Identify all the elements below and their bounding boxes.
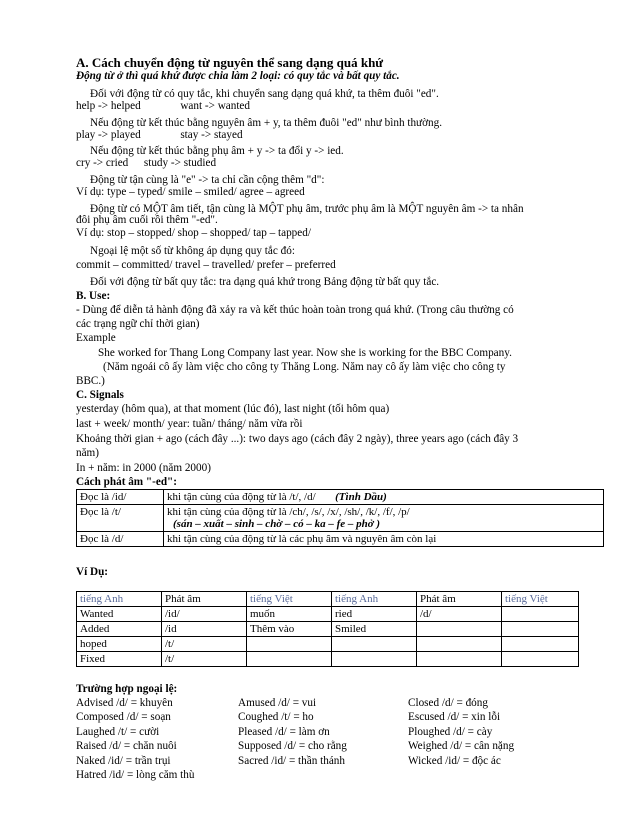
example-vietnamese-1: (Năm ngoái cô ấy làm việc cho công ty Thăng Long. Năm nay cô ấy làm việc cho công ty: [103, 361, 506, 373]
list-item: Raised /d/ = chăn nuôi: [76, 740, 177, 753]
rule-regular: Đối với động từ có quy tắc, khi chuyển sang dạng quá khứ, ta thêm đuôi "ed".: [90, 88, 439, 100]
exceptions-column-1: [76, 696, 194, 782]
cell-pronunciation: [417, 622, 502, 637]
example-help: help -> helped: [76, 100, 141, 112]
exceptions-column-2: [238, 696, 347, 768]
examples-title: Ví Dụ:: [76, 566, 109, 578]
example-play: play -> played: [76, 129, 141, 141]
cell-vietnamese: [247, 652, 332, 667]
list-item: Wicked /id/ = độc ác: [408, 754, 501, 767]
table-row: [77, 532, 604, 547]
rule-vowel-y: Nếu động từ kết thúc bằng nguyên âm + y, ta thêm đuôi "ed" như bình thường.: [90, 117, 443, 129]
rule-irregular: Đối với động từ bất quy tắc: tra dạng quá khứ trong Bảng động từ bất quy tắc.: [90, 276, 440, 288]
example-stay: stay -> stayed: [180, 129, 243, 141]
list-item: Advised /d/ = khuyên: [76, 697, 173, 709]
table-row: [77, 490, 604, 505]
cell-vietnamese: [502, 607, 579, 622]
rule-consonant-y: Nếu động từ kết thúc bằng phụ âm + y -> ta đổi y -> ied.: [90, 145, 344, 157]
rule-double-consonant-2: đôi phụ âm cuối rồi thêm "-ed".: [76, 214, 218, 226]
header-vietnamese: tiếng Việt: [247, 592, 332, 607]
cell-pronunciation: /d/: [417, 607, 502, 622]
pronunciation-mnemonic: (sán – xuất – sinh – chờ – có – ka – fe – phở ): [173, 518, 381, 530]
section-a-title: A. Cách chuyển động từ nguyên thể sang dạng quá khứ: [76, 55, 384, 70]
cell-english: Smiled: [332, 622, 417, 637]
signal-line-2: last + week/ month/ year: tuần/ tháng/ năm vừa rồi: [76, 418, 303, 430]
examples-table: [76, 591, 579, 667]
list-item: Composed /d/ = soạn: [76, 711, 171, 724]
exception-note: Ngoại lệ một số từ không áp dụng quy tắc đó:: [90, 245, 295, 257]
list-item: Coughed /t/ = ho: [238, 711, 314, 724]
signal-line-5: In + năm: in 2000 (năm 2000): [76, 462, 211, 474]
example-want: want -> wanted: [180, 100, 250, 112]
pronunciation-table: [76, 489, 604, 547]
cell-english: Wanted: [77, 607, 162, 622]
list-item: Sacred /id/ = thần thánh: [238, 754, 345, 767]
list-item: Hatred /id/ = lòng căm thù: [76, 768, 195, 781]
list-item: Laughed /t/ = cười: [76, 725, 160, 738]
table-row: [77, 622, 579, 637]
example-cry: cry -> cried: [76, 157, 129, 169]
example-english: She worked for Thang Long Company last year. Now she is working for the BBC Company.: [98, 347, 512, 359]
table-row: [77, 652, 579, 667]
pronunciation-label: Đọc là /d/: [77, 532, 164, 547]
list-item: Supposed /d/ = cho rằng: [238, 740, 347, 753]
cell-vietnamese: muốn: [247, 607, 332, 622]
pronunciation-label: Đọc là /t/: [77, 505, 164, 532]
cell-english: [332, 652, 417, 667]
cell-vietnamese: [502, 622, 579, 637]
section-c-title: C. Signals: [76, 389, 124, 401]
header-pronunciation: Phát âm: [417, 592, 502, 607]
list-item: Escused /d/ = xin lỗi: [408, 711, 501, 724]
cell-vietnamese: Thêm vào: [247, 622, 332, 637]
cell-pronunciation: [417, 637, 502, 652]
exceptions-column-3: [408, 696, 514, 768]
list-item: Amused /d/ = vui: [238, 697, 317, 709]
exceptions-title: Trường hợp ngoại lệ:: [76, 683, 178, 695]
signal-line-4: năm): [76, 447, 99, 459]
table-row: [77, 637, 579, 652]
pronunciation-title: Cách phát âm "-ed":: [76, 476, 177, 488]
list-item: Ploughed /d/ = cày: [408, 725, 493, 738]
section-b-title: B. Use:: [76, 290, 111, 302]
cell-pronunciation: /id/: [162, 607, 247, 622]
example-label: Example: [76, 332, 116, 344]
rule-ending-e-examples: Ví dụ: type – typed/ smile – smiled/ agree – agreed: [76, 186, 305, 198]
pronunciation-rule: khi tận cùng của động từ là các phụ âm và nguyên âm còn lại: [164, 532, 604, 547]
list-item: Naked /id/ = trần trụi: [76, 754, 171, 767]
pronunciation-rule: [164, 505, 604, 532]
cell-pronunciation: [417, 652, 502, 667]
rule-consonant-y-examples: [76, 157, 216, 170]
cell-vietnamese: [502, 637, 579, 652]
use-line-1: - Dùng để diễn tả hành động đã xảy ra và kết thúc hoàn toàn trong quá khứ. (Trong câu thường có: [76, 304, 514, 316]
cell-english: Added: [77, 622, 162, 637]
rule-double-consonant-examples: Ví dụ: stop – stopped/ shop – shopped/ tap – tapped/: [76, 227, 311, 239]
table-row: [77, 607, 579, 622]
table-header-row: [77, 592, 579, 607]
list-item: Closed /d/ = đóng: [408, 697, 488, 709]
list-item: Weighed /d/ = cân nặng: [408, 740, 515, 753]
cell-vietnamese: [502, 652, 579, 667]
cell-pronunciation: /id: [162, 622, 247, 637]
signal-line-3: Khoảng thời gian + ago (cách đây ...): two days ago (cách đây 2 ngày), three years ago (cách đây 3: [76, 433, 519, 445]
header-english: tiếng Anh: [77, 592, 162, 607]
cell-pronunciation: /t/: [162, 652, 247, 667]
pronunciation-mnemonic: (Tình Dầu): [335, 491, 387, 503]
rule-ending-e: Động từ tận cùng là "e" -> ta chỉ cần cộng thêm "d":: [90, 174, 325, 186]
cell-pronunciation: /t/: [162, 637, 247, 652]
table-row: [77, 505, 604, 532]
pronunciation-rule: [164, 490, 604, 505]
header-english: tiếng Anh: [332, 592, 417, 607]
section-a-subtitle: Động từ ở thì quá khứ được chia làm 2 loại: có quy tắc và bất quy tắc.: [76, 70, 400, 82]
rule-double-consonant-1: Động từ có MỘT âm tiết, tận cùng là MỘT phụ âm, trước phụ âm là MỘT nguyên âm -> ta nhân: [90, 203, 524, 215]
example-study: study -> studied: [143, 157, 217, 169]
signal-line-1: yesterday (hôm qua), at that moment (lúc đó), last night (tối hôm qua): [76, 403, 390, 415]
header-pronunciation: Phát âm: [162, 592, 247, 607]
example-vietnamese-2: BBC.): [76, 375, 105, 387]
use-line-2: các trạng ngữ chỉ thời gian): [76, 318, 200, 330]
header-vietnamese: tiếng Việt: [502, 592, 579, 607]
list-item: Pleased /d/ = làm ơn: [238, 725, 330, 738]
pronunciation-rule-text: khi tận cùng của động từ là /ch/, /s/, /x/, /sh/, /k/, /f/, /p/: [167, 506, 410, 518]
cell-english: [332, 637, 417, 652]
cell-english: hoped: [77, 637, 162, 652]
rule-vowel-y-examples: [76, 129, 243, 142]
cell-english: Fixed: [77, 652, 162, 667]
exception-examples: commit – committed/ travel – travelled/ prefer – preferred: [76, 259, 336, 271]
cell-english: ried: [332, 607, 417, 622]
pronunciation-label: Đọc là /id/: [77, 490, 164, 505]
rule-regular-examples: [76, 100, 250, 113]
pronunciation-rule-text: khi tận cùng của động từ là /t/, /d/: [167, 491, 316, 503]
cell-vietnamese: [247, 637, 332, 652]
